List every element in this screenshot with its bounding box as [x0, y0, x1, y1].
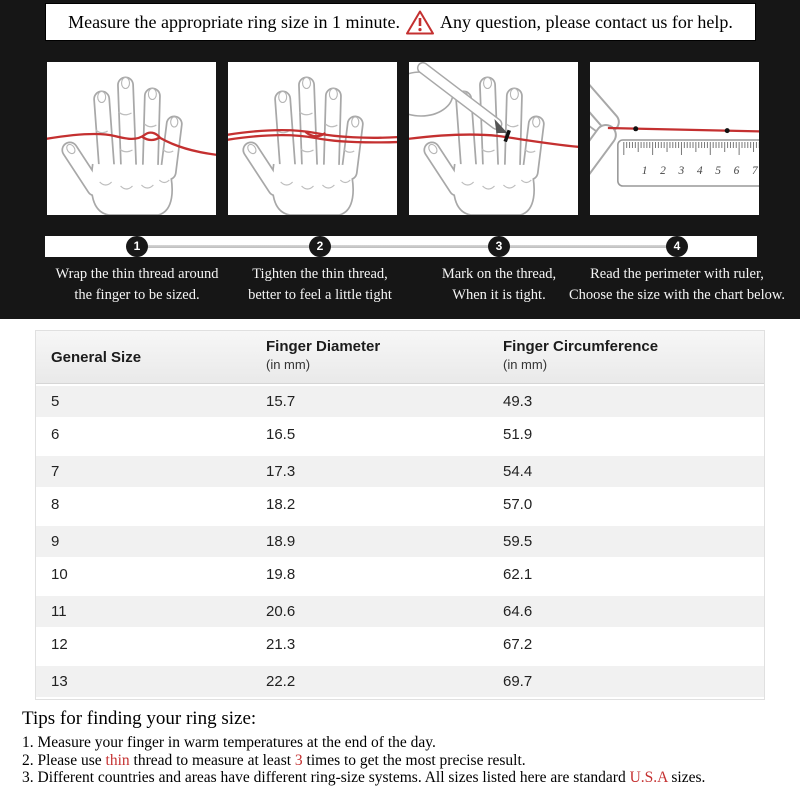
table-cell: 57.0: [503, 496, 533, 513]
svg-text:2: 2: [660, 164, 666, 178]
step-number-badge: 3: [488, 236, 510, 257]
table-header: [36, 331, 764, 384]
tips-section: [22, 708, 798, 787]
table-cell: 54.4: [503, 463, 533, 480]
table-cell: 20.6: [266, 603, 296, 620]
warning-triangle-icon: [405, 9, 435, 36]
table-cell: 11: [51, 603, 67, 620]
step-number-badge: 2: [309, 236, 331, 257]
table-cell: 17.3: [266, 463, 296, 480]
svg-text:1: 1: [641, 164, 648, 178]
table-cell: 59.5: [503, 533, 533, 550]
table-cell: 21.3: [266, 636, 296, 653]
table-cell: 6: [51, 426, 60, 443]
svg-text:6: 6: [733, 164, 740, 178]
step-caption-3: [442, 264, 556, 306]
hand-illustration: [409, 62, 578, 215]
table-row: [36, 454, 764, 489]
table-cell: 16.5: [266, 426, 296, 443]
tip-line: 3. Different countries and areas have different ring-size systems. All sizes listed here are standard U.S.A sizes.: [22, 769, 706, 786]
illustration-read-ruler: [590, 62, 759, 215]
caption-line: Mark on the thread,: [441, 266, 557, 282]
caption-line: Read the perimeter with ruler,: [590, 266, 764, 282]
column-header-finger-circumference: Finger Circumference (in mm): [503, 338, 659, 372]
illustration-mark-thread: [409, 62, 578, 215]
thread-mark: [725, 128, 730, 133]
svg-text:4: 4: [696, 164, 703, 178]
header-banner: [45, 3, 756, 41]
table-row: [36, 629, 764, 664]
illustration-panels: [47, 62, 759, 215]
header-title-left: Measure the appropriate ring size in 1 minute.: [68, 11, 400, 32]
hand-illustration: [228, 62, 397, 215]
ruler: [618, 140, 759, 186]
step-connector-line: [137, 245, 677, 248]
table-row: [36, 384, 764, 419]
svg-text:3: 3: [678, 164, 685, 178]
table-cell: 7: [51, 463, 60, 480]
tip-line: 1. Measure your finger in warm temperatures at the end of the day.: [22, 734, 436, 751]
table-row: [36, 419, 764, 454]
step-progress-bar: [45, 236, 757, 257]
tips-heading: Tips for finding your ring size:: [22, 708, 257, 729]
column-header-finger-diameter: Finger Diameter (in mm): [266, 338, 381, 372]
table-cell: 51.9: [503, 426, 533, 443]
column-header-general-size: General Size: [51, 348, 142, 366]
hand-illustration: [47, 62, 216, 215]
step-caption-4: [569, 264, 785, 306]
table-row: [36, 489, 764, 524]
caption-line: Tighten the thin thread,: [252, 266, 388, 282]
step-caption-2: [248, 264, 392, 306]
header-title-right: Any question, please contact us for help.: [439, 11, 733, 32]
table-row: [36, 594, 764, 629]
tips-list: [22, 734, 798, 787]
illustration-tighten-thread: [228, 62, 397, 215]
caption-line: Choose the size with the chart below.: [568, 287, 786, 303]
table-cell: 18.2: [266, 496, 296, 513]
table-cell: 64.6: [503, 603, 533, 620]
size-table-body: [36, 384, 764, 699]
table-cell: 49.3: [503, 393, 533, 410]
svg-text:7: 7: [752, 164, 758, 178]
table-cell: 13: [51, 673, 68, 690]
caption-line: When it is tight.: [452, 287, 546, 303]
caption-line: Wrap the thin thread around: [55, 266, 219, 282]
thread-line: [608, 128, 759, 132]
step-caption-1: [56, 264, 219, 306]
table-cell: 10: [51, 566, 68, 583]
caption-line: the finger to be sized.: [74, 287, 200, 303]
step-number-badge: 4: [666, 236, 688, 257]
tip-line: 2. Please use thin thread to measure at least 3 times to get the most precise result.: [22, 751, 526, 769]
ruler-illustration: [590, 62, 759, 215]
table-cell: 9: [51, 533, 60, 550]
illustration-wrap-thread: [47, 62, 216, 215]
caption-line: better to feel a little tight: [248, 287, 392, 303]
step-number-badge: 1: [126, 236, 148, 257]
table-cell: 69.7: [503, 673, 533, 690]
table-cell: 15.7: [266, 393, 296, 410]
table-cell: 12: [51, 636, 68, 653]
table-cell: 5: [51, 393, 60, 410]
table-row: [36, 664, 764, 699]
thread-mark: [633, 126, 638, 131]
svg-text:5: 5: [715, 164, 721, 178]
table-cell: 8: [51, 496, 60, 513]
top-section: [0, 0, 800, 319]
pinching-fingers: [590, 90, 610, 170]
table-cell: 67.2: [503, 636, 533, 653]
table-cell: 18.9: [266, 533, 296, 550]
ring-size-table: [35, 330, 765, 700]
table-cell: 22.2: [266, 673, 296, 690]
table-cell: 62.1: [503, 566, 533, 583]
table-row: [36, 524, 764, 559]
table-row: [36, 559, 764, 594]
table-cell: 19.8: [266, 566, 296, 583]
